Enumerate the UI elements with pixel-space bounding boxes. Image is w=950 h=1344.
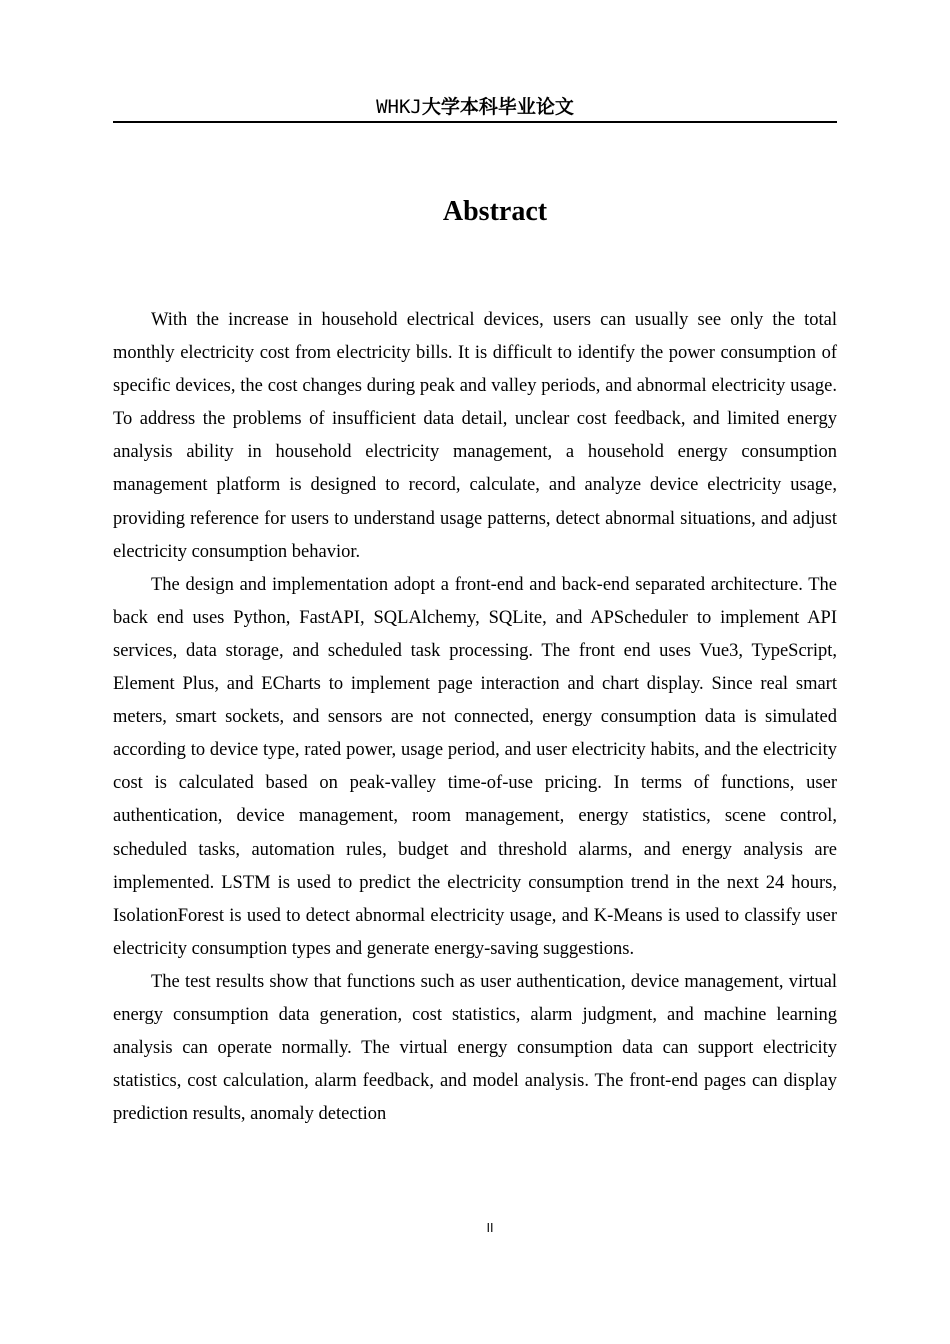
page-number: II xyxy=(486,1221,494,1235)
running-header xyxy=(113,93,837,123)
abstract-body xyxy=(113,304,837,1131)
abstract-title: Abstract xyxy=(442,196,548,227)
header-cjk: 大学本科毕业论文 xyxy=(421,96,574,118)
header-latin: WHKJ xyxy=(376,96,422,118)
abstract-paragraph: The design and implementation adopt a front-end and back-end separated architecture. The back end uses Python, FastAPI, SQLAlchemy, SQLite, and APScheduler to implement API services, data storage, and scheduled task processing. The front end uses Vue3, TypeScript, Element Plus, and ECharts to implement page interaction and chart display. Since real smart meters, smart sockets, and sensors are not connected, energy consumption data is simulated according to device type, rated power, usage period, and user electricity habits, and the electricity cost is calculated based on peak-valley time-of-use pricing. In terms of functions, user authentication, device management, room management, energy statistics, scene control, scheduled tasks, automation rules, budget and threshold alarms, and energy analysis are implemented. LSTM is used to predict the electricity consumption trend in the next 24 hours, IsolationForest is used to detect abnormal electricity usage, and K-Means is used to classify user electricity consumption types and generate energy-saving suggestions. xyxy=(113,574,837,959)
abstract-paragraph: With the increase in household electrical devices, users can usually see only the total monthly electricity cost from electricity bills. It is difficult to identify the power consumption of specific devices, the cost changes during peak and valley periods, and abnormal electricity usage. To address the problems of insufficient data detail, unclear cost feedback, and limited energy analysis ability in household electricity management, a household energy consumption management platform is designed to record, calculate, and analyze device electricity usage, providing reference for users to understand usage patterns, detect abnormal situations, and adjust electricity consumption behavior. xyxy=(113,310,837,562)
abstract-paragraph: The test results show that functions such as user authentication, device management, virtual energy consumption data generation, cost statistics, alarm judgment, and machine learning analysis can operate normally. The virtual energy consumption data can support electricity statistics, cost calculation, alarm feedback, and model analysis. The front-end pages can display prediction results, anomaly detection xyxy=(113,971,837,1125)
